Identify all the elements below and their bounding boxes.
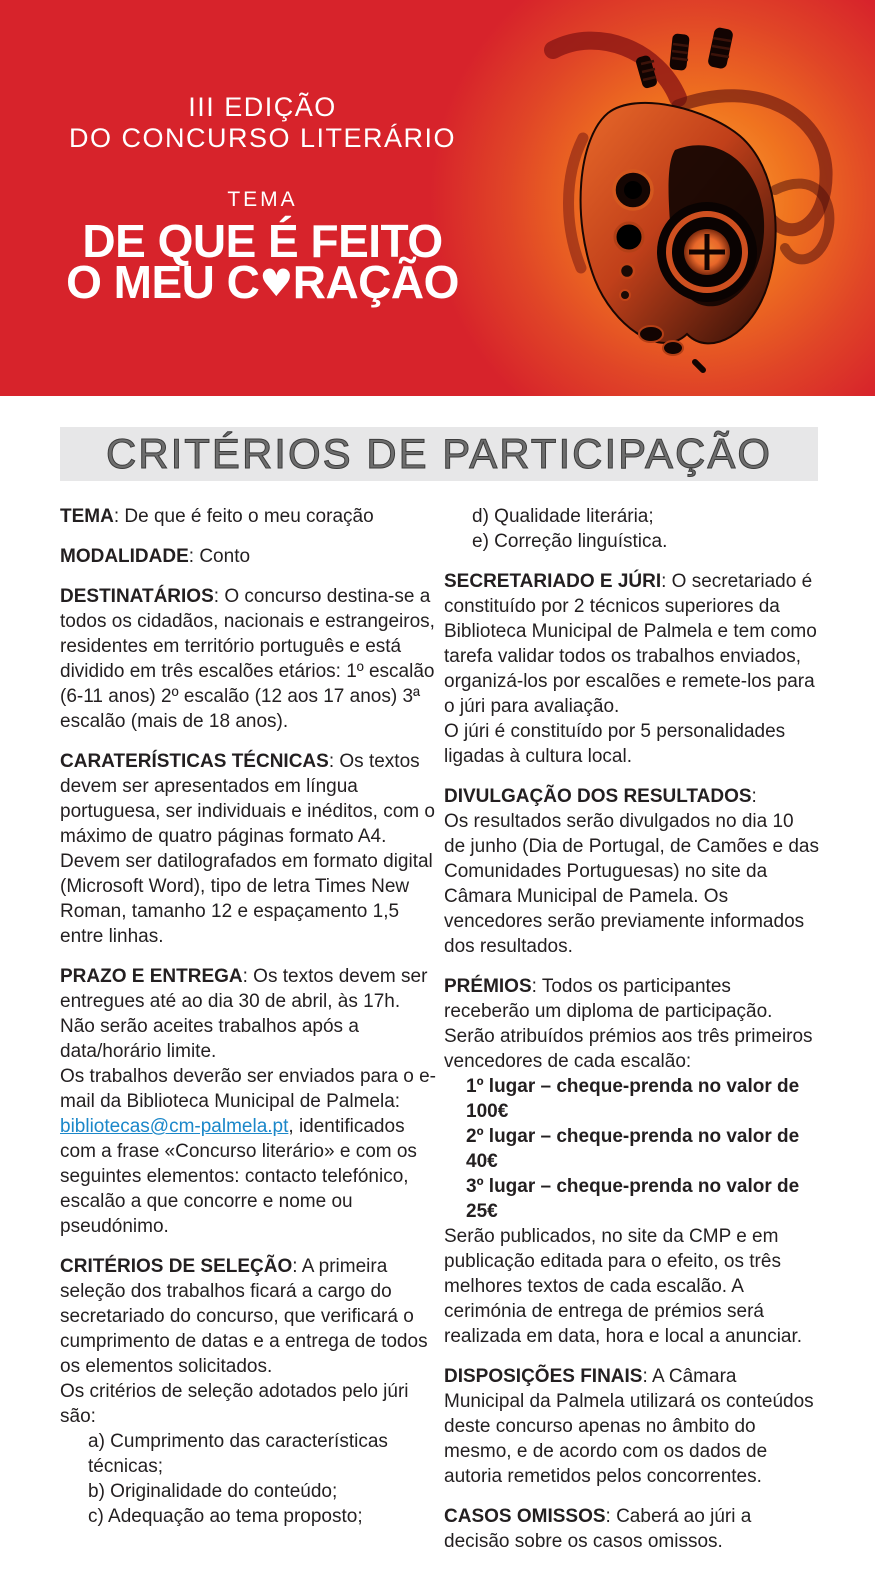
poster-title-line-2 <box>0 256 525 308</box>
title-line2-pre: O MEU C <box>66 256 260 308</box>
list-item: e) Correção linguística. <box>472 531 668 552</box>
section-block <box>60 964 436 1239</box>
section-label: MODALIDADE <box>60 546 189 567</box>
section-block <box>60 749 436 949</box>
section-label: SECRETARIADO E JÚRI <box>444 571 662 592</box>
list-item: c) Adequação ao tema proposto; <box>88 1506 363 1527</box>
column-right <box>444 504 820 1569</box>
paragraph-text: : Todos os participantes receberão um diploma de participação. <box>444 976 773 1022</box>
poster-header <box>0 0 875 396</box>
paragraph-text: : A primeira seleção dos trabalhos ficará a cargo do secretariado do concurso, que verificará o cumprimento de datas e a entrega de todos os elementos solicitados. <box>60 1256 428 1377</box>
section-block <box>60 1254 436 1529</box>
section-block <box>60 544 436 569</box>
section-label: DESTINATÁRIOS <box>60 586 214 607</box>
poster-title-line-1: DE QUE É FEITO <box>82 215 443 267</box>
edition-line-1: III EDIÇÃO <box>188 92 337 122</box>
header-text-block <box>0 92 525 308</box>
paragraph-text: : O concurso destina-se a todos os cidadãos, nacionais e estrangeiros, residentes em território português e está dividido em três escalões etários: 1º escalão (6-11 anos) 2º escalão (12 aos 17 anos) 3ª escalão (mais de 18 anos). <box>60 586 435 732</box>
list-item: b) Originalidade do conteúdo; <box>88 1481 338 1502</box>
section-block <box>60 504 436 529</box>
paragraph-text: Serão publicados, no site da CMP e em publicação editada para o efeito, os três melhores textos de cada escalão. A cerimónia de entrega de prémios será realizada em data, hora e local a anunciar. <box>444 1226 803 1347</box>
section-block <box>444 1504 820 1554</box>
section-title-bar <box>60 427 818 481</box>
paragraph-text: Serão atribuídos prémios aos três primeiros vencedores de cada escalão: <box>444 1026 813 1072</box>
section-block <box>60 584 436 734</box>
paragraph-text: : O secretariado é constituído por 2 técnicos superiores da Biblioteca Municipal de Palmela e tem como tarefa validar todos os trabalhos enviados, organizá-los por escalões e remete-los para o júri para avaliação. <box>444 571 817 717</box>
heart-icon: ♥ <box>259 261 293 305</box>
mechanical-heart-illustration <box>523 18 853 373</box>
section-block <box>444 504 820 554</box>
prize-item: 3º lugar – cheque-prenda no valor de 25€ <box>466 1176 800 1222</box>
section-block <box>444 784 820 959</box>
section-block <box>444 974 820 1349</box>
list-item: d) Qualidade literária; <box>472 506 654 527</box>
prize-item: 2º lugar – cheque-prenda no valor de 40€ <box>466 1126 800 1172</box>
paragraph-text: : A Câmara Municipal da Palmela utilizará os conteúdos deste concurso apenas no âmbito do mesmo, e de acordo com os dados de autoria remetidos pelos concorrentes. <box>444 1366 814 1487</box>
paragraph-text: Os critérios de seleção adotados pelo júri são: <box>60 1381 409 1427</box>
title-line2-post: RAÇÃO <box>292 256 459 308</box>
criteria-columns <box>60 504 820 1569</box>
section-label: PRAZO E ENTREGA <box>60 966 243 987</box>
tema-label: TEMA <box>227 188 298 211</box>
section-title: CRITÉRIOS DE PARTICIPAÇÃO <box>105 430 773 477</box>
paragraph-text: Os resultados serão divulgados no dia 10 de junho (Dia de Portugal, de Camões e das Comunidades Portuguesas) no site da Câmara Municipal de Pamela. Os vencedores serão previamente informados dos resultados. <box>444 811 819 957</box>
paragraph-text: : Os textos devem ser entregues até ao dia 30 de abril, às 17h. Não serão aceites trabalhos após a data/horário limite. <box>60 966 428 1062</box>
section-block <box>444 569 820 769</box>
section-block <box>444 1364 820 1489</box>
section-label: TEMA <box>60 506 114 527</box>
column-left <box>60 504 436 1569</box>
paragraph-text: : <box>751 786 757 807</box>
paragraph-text: : De que é feito o meu coração <box>113 506 374 527</box>
email-link[interactable]: bibliotecas@cm-palmela.pt <box>60 1116 289 1137</box>
section-label: DIVULGAÇÃO DOS RESULTADOS <box>444 786 752 807</box>
section-label: PRÉMIOS <box>444 976 532 997</box>
prize-item: 1º lugar – cheque-prenda no valor de 100€ <box>466 1076 800 1122</box>
paragraph-text: , identificados com a frase «Concurso literário» e com os seguintes elementos: contacto telefónico, escalão a que concorre e nome ou pseudónimo. <box>60 1116 417 1237</box>
paragraph-text: : Conto <box>188 546 251 567</box>
paragraph-text: : Os textos devem ser apresentados em língua portuguesa, ser individuais e inéditos, com o máximo de quatro páginas formato A4. Devem ser datilografados em formato digital (Microsoft Word), tipo de letra Times New Roman, tamanho 12 e espaçamento 1,5 entre linhas. <box>60 751 435 947</box>
section-label: CARATERÍSTICAS TÉCNICAS <box>60 751 329 772</box>
section-label: DISPOSIÇÕES FINAIS <box>444 1366 643 1387</box>
paragraph-text: Os trabalhos deverão ser enviados para o e-mail da Biblioteca Municipal de Palmela: <box>60 1066 436 1112</box>
paragraph-text: : Caberá ao júri a decisão sobre os casos omissos. <box>444 1506 752 1552</box>
list-item: a) Cumprimento das características técnicas; <box>88 1431 388 1477</box>
poster-title <box>0 215 525 308</box>
edition-line-2: DO CONCURSO LITERÁRIO <box>68 123 457 153</box>
section-label: CASOS OMISSOS <box>444 1506 606 1527</box>
section-label: CRITÉRIOS DE SELEÇÃO <box>60 1256 293 1277</box>
paragraph-text: O júri é constituído por 5 personalidades ligadas à cultura local. <box>444 721 786 767</box>
